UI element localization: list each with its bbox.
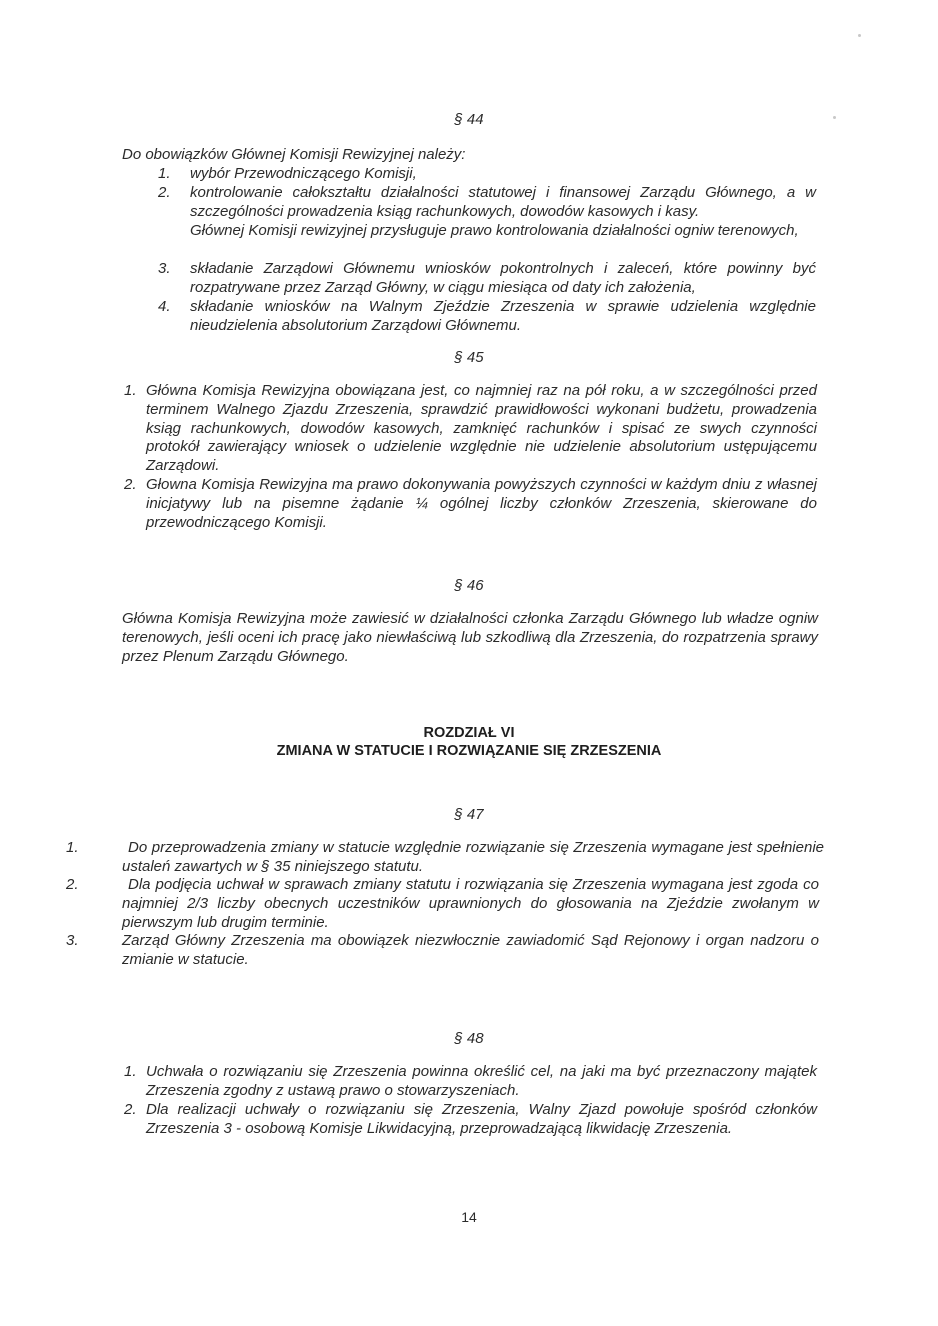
section-47-item-2-number: 2. <box>66 876 79 893</box>
section-44-intro: Do obowiązków Głównej Komisji Rewizyjnej należy: <box>122 146 466 163</box>
section-44-item-3-text: składanie Zarządowi Głównemu wniosków pokontrolnych i zaleceń, które powinny być rozpatrywane przez Zarząd Główny, w ciągu miesiąca od daty ich założenia, <box>190 260 816 296</box>
section-45-item-1-text: Główna Komisja Rewizyjna obowiązana jest, co najmniej raz na pół roku, a w szczególności przed terminem Walnego Zjazdu Zrzeszenia, sprawdzić prawidłowości wykonani budżetu, prowadzenia ksiąg rachunkowych, dowodów kasowych, zamknięć rachunków i spisać ze swych czynności protokół zawierający wniosek o udzielenie względnie nie udzielenie absolutorium ustępującemu Zarządowi. <box>146 382 817 475</box>
section-44-item-2-continuation: Głównej Komisji rewizyjnej przysługuje prawo kontrolowania działalności ogniw terenowych, <box>190 222 799 239</box>
section-44-item-4-text: składanie wniosków na Walnym Zjeździe Zrzeszenia w sprawie udzielenia względnie nieudzielenia absolutorium Zarządowi Głównemu. <box>190 298 816 334</box>
section-46-heading: § 46 <box>454 577 484 594</box>
section-44-item-1-number: 1. <box>158 165 171 182</box>
section-45-item-1-number: 1. <box>124 382 137 399</box>
section-45-heading: § 45 <box>454 349 484 366</box>
section-44-item-1-text: wybór Przewodniczącego Komisji, <box>190 165 417 182</box>
section-48-item-2-text: Dla realizacji uchwały o rozwiązaniu się Zrzeszenia, Walny Zjazd powołuje spośród członków Zrzeszenia 3 - osobową Komisje Likwidacyjną, przeprowadzającą likwidację Zrzeszenia. <box>146 1101 817 1137</box>
section-45-item-2-text: Głowna Komisja Rewizyjna ma prawo dokonywania powyższych czynności w każdym dniu z własnej inicjatywy lub na pisemne żądanie ¼ ogólnej liczby członków Zrzeszenia, skierowane do przewodniczącego Komisji. <box>146 476 817 531</box>
section-47-item-3-text: Zarząd Główny Zrzeszenia ma obowiązek niezwłocznie zawiadomić Sąd Rejonowy i organ nadzoru o zmianie w statucie. <box>122 932 819 968</box>
section-45-item-2-number: 2. <box>124 476 137 493</box>
section-44-item-2-number: 2. <box>158 184 171 201</box>
section-48-item-1-text: Uchwała o rozwiązaniu się Zrzeszenia powinna określić cel, na jaki ma być przeznaczony majątek Zrzeszenia zgodny z ustawą prawo o stowarzyszeniach. <box>146 1063 817 1099</box>
section-46-text: Główna Komisja Rewizyjna może zawiesić w działalności członka Zarządu Głównego lub władze ogniw terenowych, jeśli oceni ich pracę jako niewłaściwą lub szkodliwą dla Zrzeszenia, do rozpatrzenia sprawy przez Plenum Zarządu Głównego. <box>122 610 818 665</box>
section-47-item-1-text: Do przeprowadzenia zmiany w statucie względnie rozwiązanie się Zrzeszenia wymagane jest spełnienie ustaleń zawartych w § 35 niniejszego statutu. <box>122 839 824 875</box>
section-44-item-2-text: kontrolowanie całokształtu działalności statutowej i finansowej Zarządu Głównego, a w szczególności prowadzenia ksiąg rachunkowych, dowodów kasowych i kasy. <box>190 184 816 220</box>
section-47-item-1-number: 1. <box>66 839 79 856</box>
section-44-item-3-number: 3. <box>158 260 171 277</box>
chapter-subtitle: ZMIANA W STATUCIE I ROZWIĄZANIE SIĘ ZRZESZENIA <box>276 743 662 759</box>
section-48-heading: § 48 <box>454 1030 484 1047</box>
chapter-title: ROZDZIAŁ VI <box>423 725 515 741</box>
section-48-item-1-number: 1. <box>124 1063 137 1080</box>
page-number: 14 <box>461 1209 477 1225</box>
section-48-item-2-number: 2. <box>124 1101 137 1118</box>
section-47-item-2-text: Dla podjęcia uchwał w sprawach zmiany statutu i rozwiązania się Zrzeszenia wymagana jest zgoda co najmniej 2/3 liczby obecnych uczestników uprawnionych do głosowania na Zjeździe zwołanym w pierwszym lub drugim terminie. <box>122 876 819 931</box>
section-47-heading: § 47 <box>454 806 484 823</box>
section-47-item-3-number: 3. <box>66 932 79 949</box>
section-44-item-4-number: 4. <box>158 298 171 315</box>
section-44-heading: § 44 <box>454 111 484 128</box>
scan-speck <box>858 34 861 37</box>
